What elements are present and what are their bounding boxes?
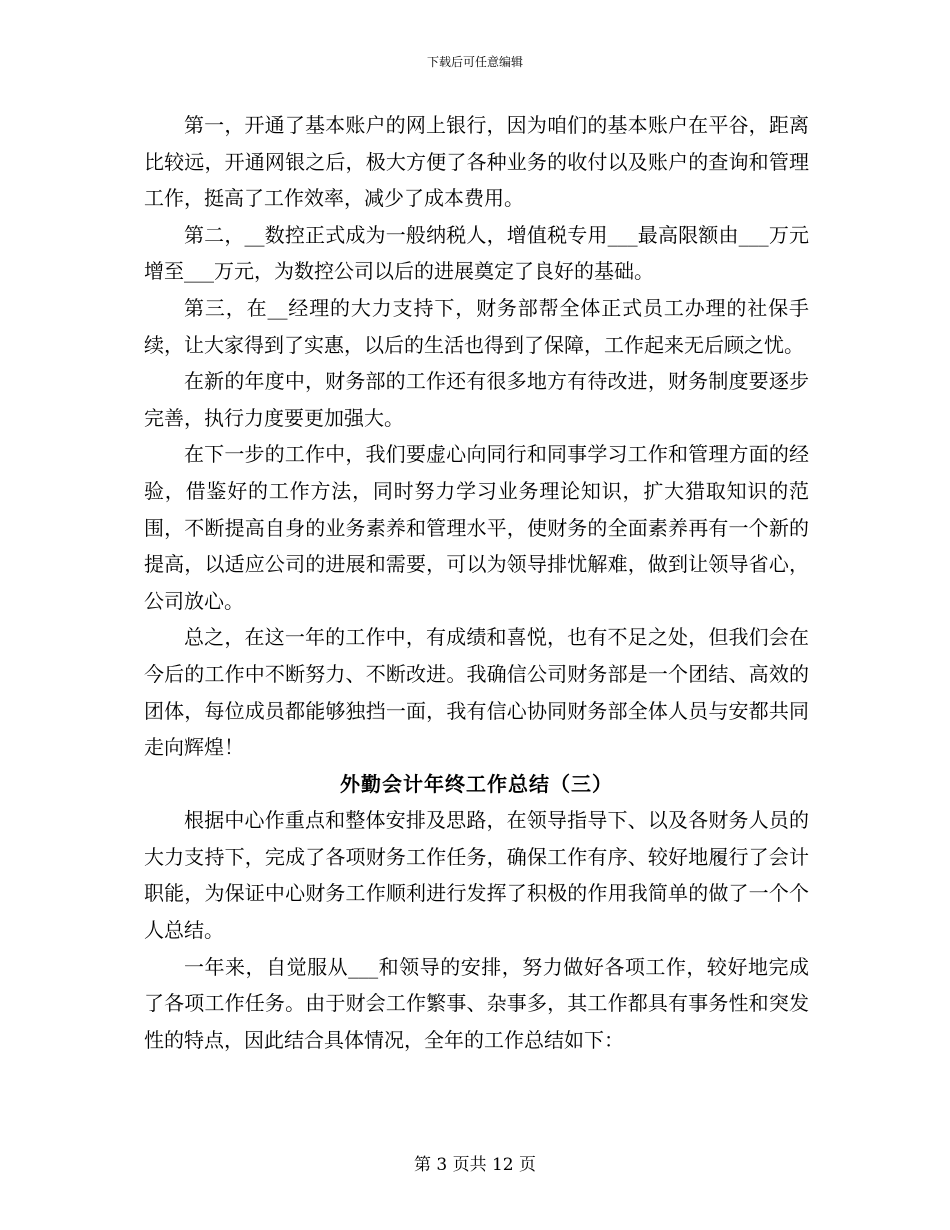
- document-body: [144, 107, 809, 1058]
- paragraph-first-item: 第一，开通了基本账户的网上银行，因为咱们的基本账户在平谷，距离比较远，开通网银之后，极大方便了各种业务的收付以及账户的查询和管理工作，挺高了工作效率，减少了成本费用。: [144, 113, 809, 211]
- paragraph-second-item: 第二，__数控正式成为一般纳税人，增值税专用___最高限额由___万元增至___万元，为数控公司以后的进展奠定了良好的基础。: [144, 222, 809, 284]
- paragraph-yearly-work: 一年来，自觉服从___和领导的安排，努力做好各项工作，较好地完成了各项工作任务。由于财会工作繁事、杂事多，其工作都具有事务性和突发性的特点，因此结合具体情况，全年的工作总结如下：: [144, 954, 809, 1052]
- section-title: 外勤会计年终工作总结（三）: [340, 771, 613, 796]
- paragraph-third-item: 第三，在__经理的大力支持下，财务部帮全体正式员工办理的社保手续，让大家得到了实惠，以后的生活也得到了保障，工作起来无后顾之忧。: [144, 295, 809, 357]
- paragraph-new-year-improvement: 在新的年度中，财务部的工作还有很多地方有待改进，财务制度要逐步完善，执行力度要更加强大。: [144, 369, 809, 430]
- paragraph-summary-intro: 根据中心作重点和整体安排及思路，在领导指导下、以及各财务人员的大力支持下，完成了各项财务工作任务，确保工作有序、较好地履行了会计职能，为保证中心财务工作顺利进行发挥了积极的作用我简单的做了一个个人总结。: [144, 808, 809, 943]
- page-header-note: 下载后可任意编辑: [426, 55, 523, 69]
- page-number: 第 3 页共 12 页: [413, 1155, 537, 1175]
- paragraph-conclusion: 总之，在这一年的工作中，有成绩和喜悦，也有不足之处，但我们会在今后的工作中不断努力、不断改进。我确信公司财务部是一个团结、高效的团体，每位成员都能够独挡一面，我有信心协同财务部全体人员与安都共同走向辉煌！: [144, 625, 809, 760]
- paragraph-next-steps: 在下一步的工作中，我们要虚心向同行和同事学习工作和管理方面的经验，借鉴好的工作方法，同时努力学习业务理论知识，扩大猎取知识的范围，不断提高自身的业务素养和管理水平，使财务的全面素养再有一个新的提高，以适应公司的进展和需要，可以为领导排忧解难，做到让领导省心，公司放心。: [144, 442, 809, 613]
